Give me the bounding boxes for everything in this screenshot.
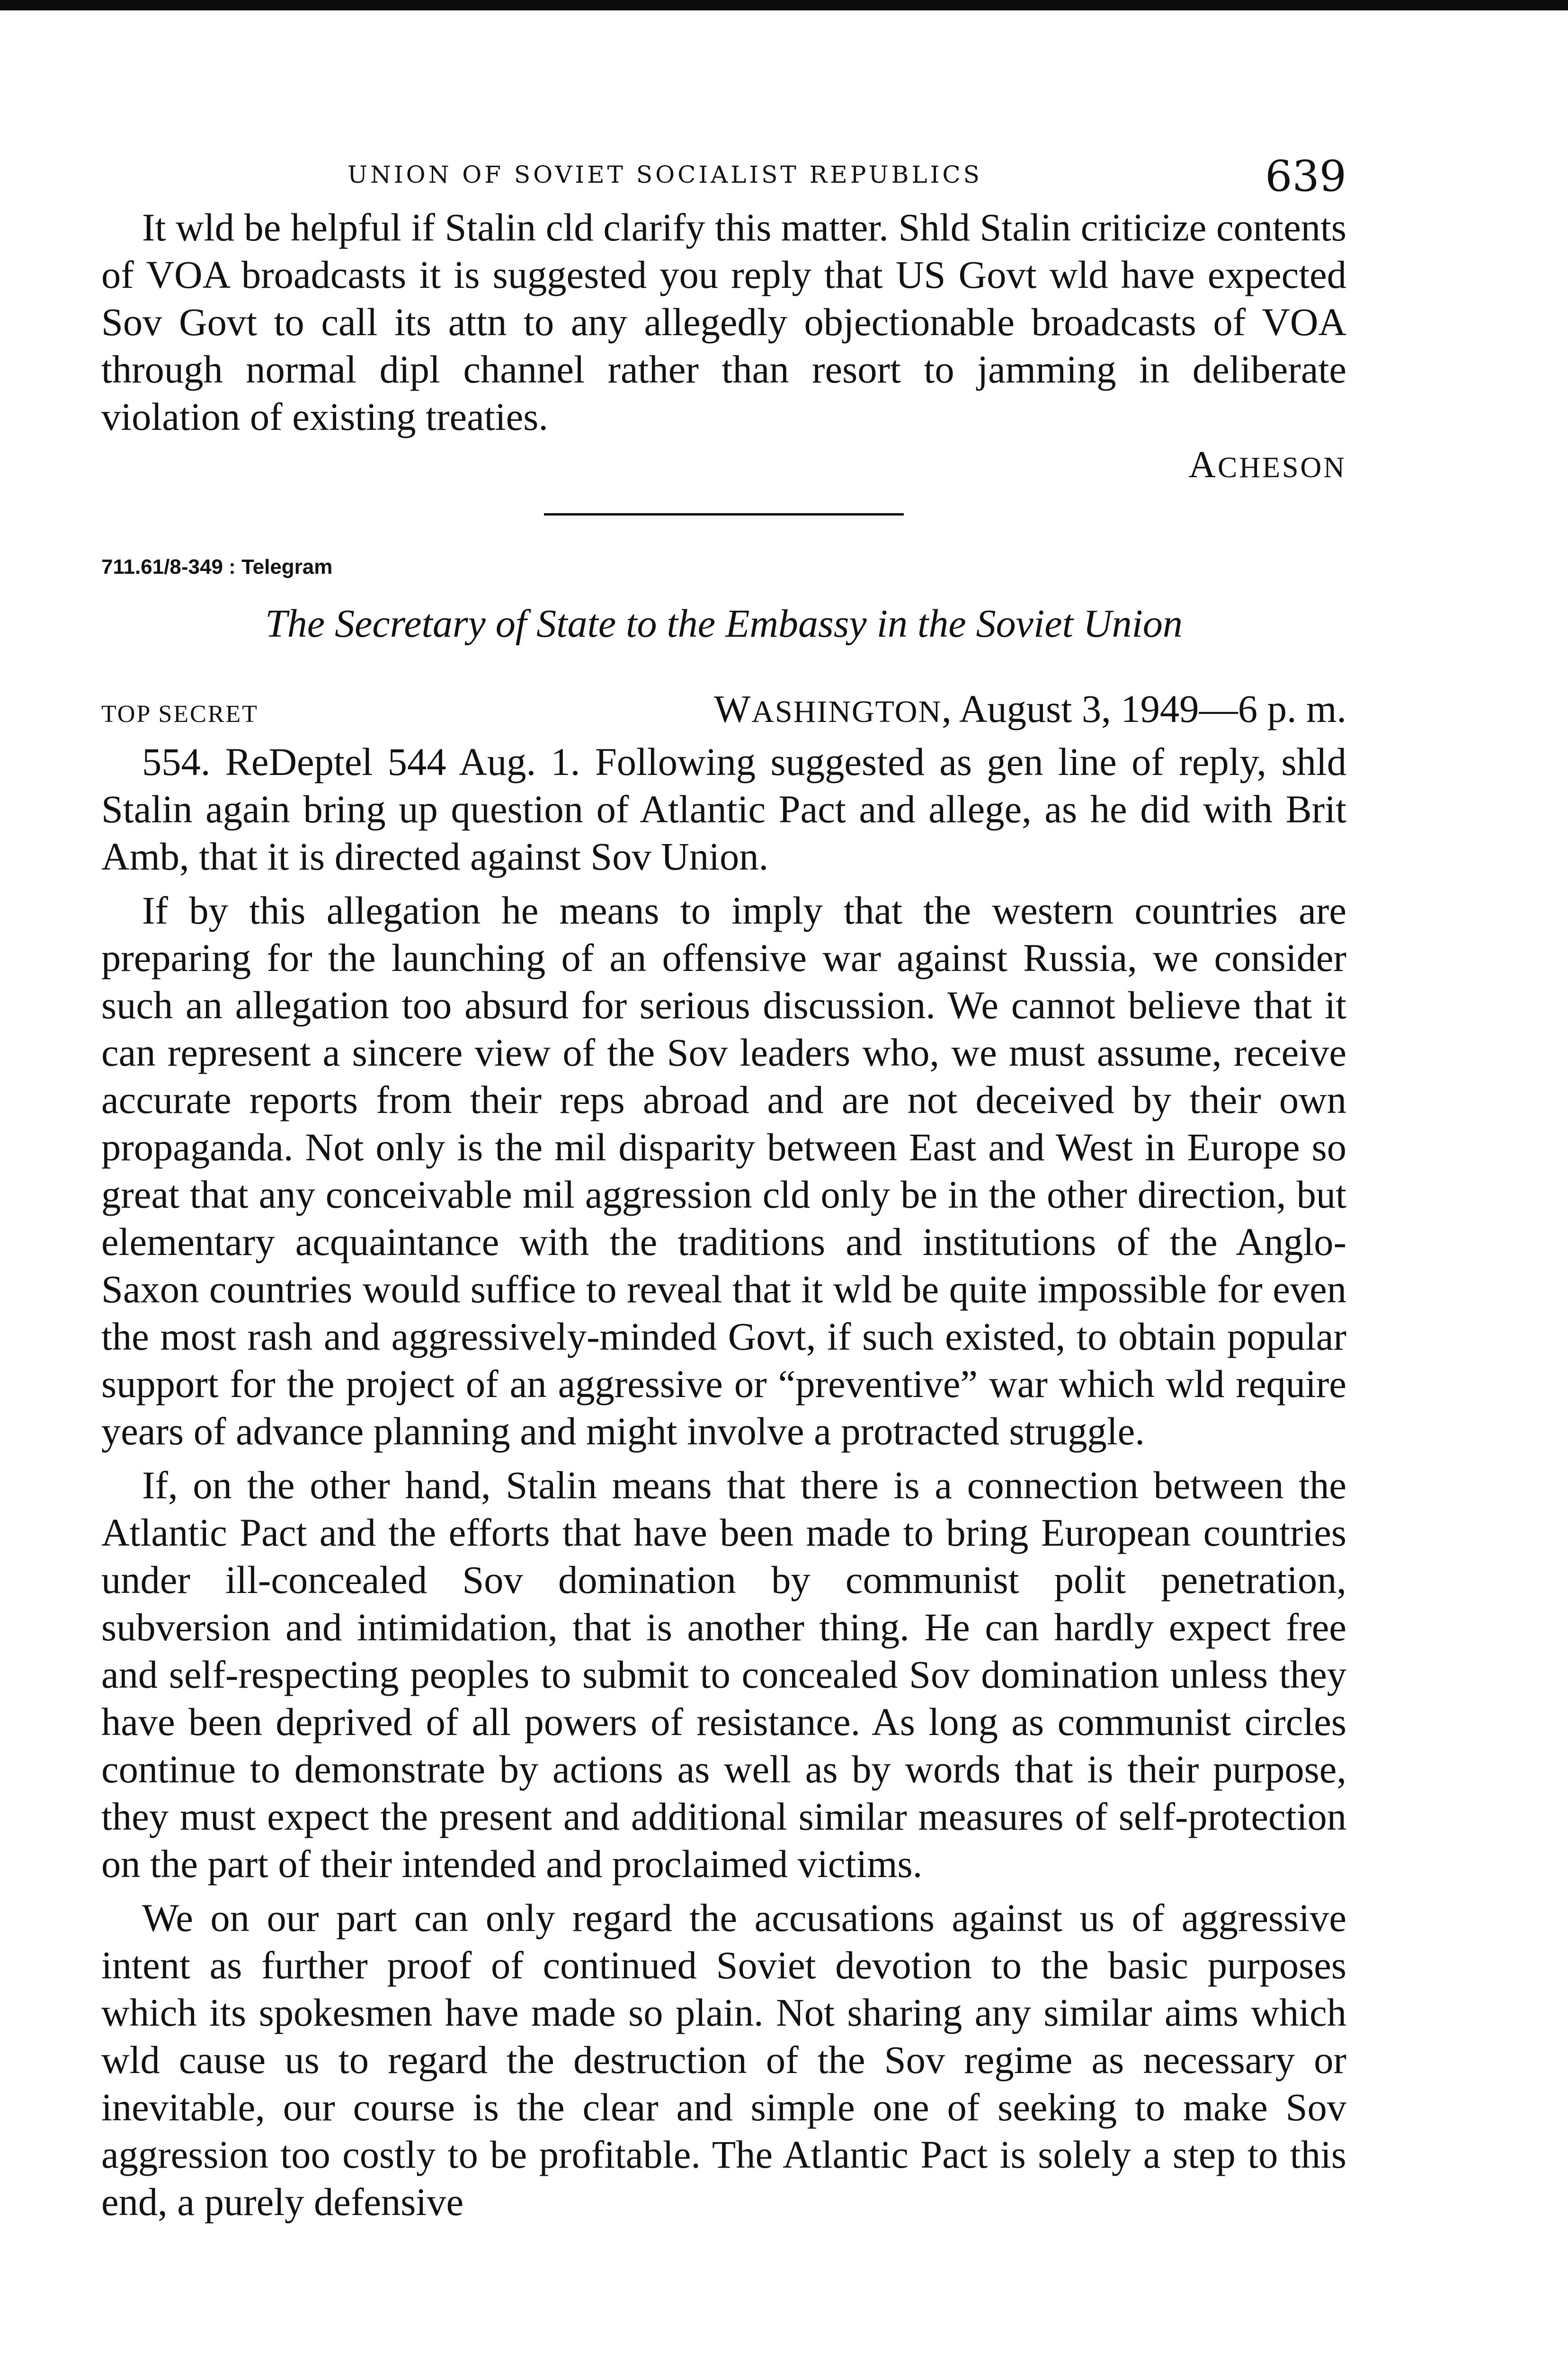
place-initial: W: [713, 687, 752, 730]
body-paragraph: If, on the other hand, Stalin means that there is a connection between the Atlantic Pact and the efforts that have been made to bring European countries under ill-concealed Sov domination by communist polit penetration, subversion and intimidation, that is another thing. He can hardly expect free and self-respecting peoples to submit to concealed Sov domination unless they have been deprived of all powers of resistance. As long as communist circles continue to demonstrate by actions as well as by words that is their purpose, they must expect the present and additional similar measures of self-protection on the part of their intended and proclaimed victims.: [101, 1463, 1346, 1886]
date-time: , August 3, 1949—6 p. m.: [942, 687, 1346, 730]
opening-paragraph: It wld be helpful if Stalin cld clarify this matter. Shld Stalin criticize contents of VOA broadcasts it is suggested you reply that US Govt wld have expected Sov Govt to call its attn to any allegedly objectionable broadcasts of VOA through normal dipl channel rather than resort to jamming in deliberate violation of existing treaties.: [101, 205, 1346, 438]
running-head: [101, 151, 1346, 204]
section-divider: [544, 513, 904, 516]
signature-initial: A: [1188, 444, 1218, 486]
signature: [101, 442, 1346, 490]
dateline: [101, 685, 1346, 738]
scan-top-border: [0, 0, 1568, 10]
document-page: [101, 151, 1346, 2225]
page-number: 639: [1265, 151, 1346, 201]
place-rest: ASHINGTON: [751, 694, 942, 729]
signature-rest: CHESON: [1217, 452, 1346, 484]
file-reference: 711.61/8-349 : Telegram: [101, 555, 333, 578]
classification-label: TOP SECRET: [101, 701, 258, 728]
document-title: The Secretary of State to the Embassy in the Soviet Union: [265, 602, 1183, 646]
body-paragraph: If by this allegation he means to imply that the western countries are preparing for the launching of an offensive war against Russia, we consider such an allegation too absurd for serious discussion. We cannot believe that it can represent a sincere view of the Sov leaders who, we must assume, receive accurate reports from their reps abroad and are not deceived by their own propaganda. Not only is the mil disparity between East and West in Europe so great that any conceivable mil aggression cld only be in the other direction, but elementary acquaintance with the traditions and institutions of the Anglo-Saxon countries would suffice to reveal that it wld be quite impossible for even the most rash and aggressively-minded Govt, if such existed, to obtain popular support for the project of an aggressive or “preventive” war which wld require years of advance planning and might involve a protracted struggle.: [101, 889, 1346, 1453]
place-and-date: [714, 685, 1346, 736]
running-title: UNION OF SOVIET SOCIALIST REPUBLICS: [347, 161, 982, 188]
body-paragraph: 554. ReDeptel 544 Aug. 1. Following suggested as gen line of reply, shld Stalin again bring up question of Atlantic Pact and allege, as he did with Brit Amb, that it is directed against Sov Union.: [101, 740, 1346, 878]
body-paragraph: We on our part can only regard the accusations against us of aggressive intent as further proof of continued Soviet devotion to the basic purposes which its spokesmen have made so plain. Not sharing any similar aims which wld cause us to regard the destruction of the Sov regime as necessary or inevitable, our course is the clear and simple one of seeking to make Sov aggression too costly to be profitable. The Atlantic Pact is solely a step to this end, a purely defensive: [101, 1896, 1346, 2224]
place-name: [713, 687, 942, 730]
